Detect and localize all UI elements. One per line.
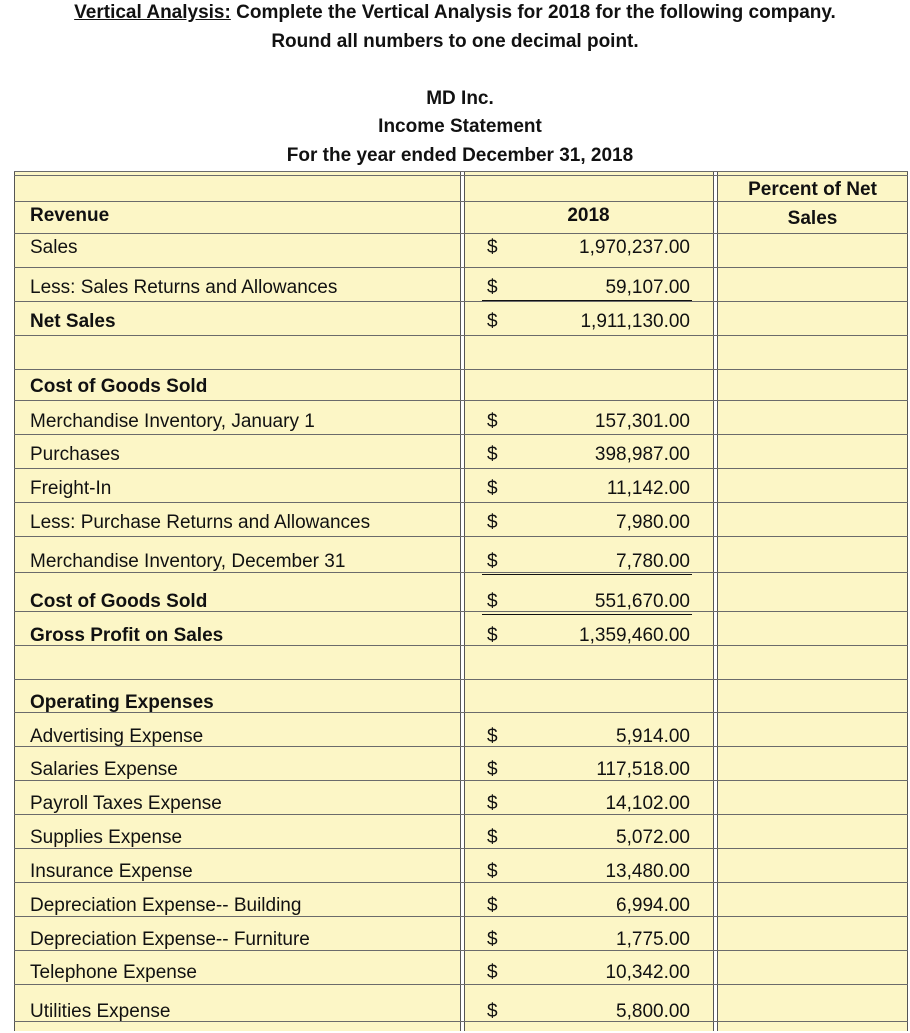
row-label: Salaries Expense — [30, 759, 178, 780]
percent-input-cell[interactable] — [720, 726, 906, 756]
percent-header-line-2: Sales — [787, 208, 838, 229]
row-divider — [14, 679, 908, 680]
currency-symbol: $ — [487, 793, 498, 814]
table-row — [14, 623, 908, 657]
instructions-title: Vertical Analysis: — [74, 2, 231, 23]
row-amount: 6,994.00 — [616, 895, 690, 916]
revenue-heading: Revenue — [30, 205, 110, 226]
year-header: 2018 — [567, 205, 610, 226]
currency-symbol: $ — [487, 929, 498, 950]
table-row — [14, 589, 908, 623]
percent-input-cell[interactable] — [720, 444, 906, 474]
table-row — [14, 549, 908, 583]
row-label: Utilities Expense — [30, 1001, 171, 1022]
percent-input-cell[interactable] — [720, 759, 906, 789]
table-row — [14, 825, 908, 859]
row-amount: 5,914.00 — [616, 726, 690, 747]
row-amount: 5,800.00 — [616, 1001, 690, 1022]
row-divider — [14, 369, 908, 370]
percent-input-cell[interactable] — [720, 411, 906, 441]
percent-input-cell[interactable] — [720, 625, 906, 655]
row-divider — [14, 233, 908, 234]
currency-symbol: $ — [487, 237, 498, 258]
currency-symbol: $ — [487, 311, 498, 332]
row-amount: 10,342.00 — [605, 962, 690, 983]
row-label: Cost of Goods Sold — [30, 591, 208, 612]
percent-input-cell[interactable] — [720, 277, 906, 307]
subtotal-underline — [482, 300, 692, 301]
percent-input-cell[interactable] — [720, 512, 906, 542]
currency-symbol: $ — [487, 759, 498, 780]
row-amount: 11,142.00 — [606, 478, 690, 499]
currency-symbol: $ — [487, 827, 498, 848]
percent-input-cell[interactable] — [720, 551, 906, 581]
currency-symbol: $ — [487, 551, 498, 572]
row-label: Insurance Expense — [30, 861, 193, 882]
percent-input-cell[interactable] — [720, 929, 906, 959]
row-label: Depreciation Expense-- Building — [30, 895, 302, 916]
table-row — [14, 309, 908, 343]
row-label: Gross Profit on Sales — [30, 625, 224, 646]
row-amount: 5,072.00 — [616, 827, 690, 848]
currency-symbol: $ — [487, 591, 498, 612]
row-label: Sales — [30, 237, 78, 258]
currency-symbol: $ — [487, 962, 498, 983]
percent-input-cell[interactable] — [720, 827, 906, 857]
row-amount: 1,970,237.00 — [579, 237, 690, 258]
row-amount: 1,359,460.00 — [579, 625, 690, 646]
currency-symbol: $ — [487, 625, 498, 646]
row-label: Advertising Expense — [30, 726, 204, 747]
table-row — [14, 275, 908, 309]
income-statement-table — [14, 171, 908, 1031]
row-label: Telephone Expense — [30, 962, 197, 983]
row-amount: 14,102.00 — [605, 793, 690, 814]
percent-input-cell[interactable] — [720, 895, 906, 925]
percent-header — [717, 175, 908, 233]
table-row — [14, 893, 908, 927]
row-label: Less: Sales Returns and Allowances — [30, 277, 338, 298]
percent-input-cell[interactable] — [720, 237, 906, 267]
percent-input-cell[interactable] — [720, 861, 906, 891]
table-row — [14, 724, 908, 758]
row-amount: 1,775.00 — [616, 929, 690, 950]
table-row — [14, 510, 908, 544]
percent-input-cell[interactable] — [720, 311, 906, 341]
percent-input-cell[interactable] — [720, 962, 906, 992]
subtotal-underline — [482, 574, 692, 575]
instructions-text: Complete the Vertical Analysis for 2018 for the following company. — [230, 2, 836, 23]
table-row — [14, 476, 908, 510]
currency-symbol: $ — [487, 411, 498, 432]
table-row — [14, 859, 908, 893]
currency-symbol: $ — [487, 277, 498, 298]
table-row — [14, 374, 908, 408]
row-amount: 551,670.00 — [594, 591, 690, 612]
table-row — [14, 409, 908, 443]
currency-symbol: $ — [487, 512, 498, 533]
subtotal-underline — [482, 614, 692, 615]
currency-symbol: $ — [487, 861, 498, 882]
percent-input-cell[interactable] — [720, 1001, 906, 1031]
company-name: MD Inc. — [426, 88, 494, 109]
row-label: Less: Purchase Returns and Allowances — [30, 512, 371, 533]
row-label: Merchandise Inventory, December 31 — [30, 551, 346, 572]
table-row — [14, 791, 908, 825]
instructions-line-1 — [0, 2, 910, 24]
row-label: Supplies Expense — [30, 827, 183, 848]
row-label: Net Sales — [30, 311, 116, 332]
row-amount: 7,780.00 — [616, 551, 690, 572]
currency-symbol: $ — [487, 444, 498, 465]
row-label: Purchases — [30, 444, 120, 465]
row-label: Payroll Taxes Expense — [30, 793, 222, 814]
table-row — [14, 235, 908, 269]
row-label: Depreciation Expense-- Furniture — [30, 929, 310, 950]
instructions-line-2: Round all numbers to one decimal point. — [271, 31, 639, 52]
row-label: Operating Expenses — [30, 692, 214, 713]
row-amount: 117,518.00 — [596, 759, 690, 780]
row-amount: 157,301.00 — [594, 411, 690, 432]
table-border — [14, 171, 908, 172]
row-divider — [14, 201, 908, 202]
percent-input-cell[interactable] — [720, 591, 906, 621]
statement-period: For the year ended December 31, 2018 — [286, 145, 634, 166]
statement-title: Income Statement — [378, 116, 542, 137]
row-amount: 7,980.00 — [616, 512, 690, 533]
table-row — [14, 927, 908, 961]
table-row — [14, 690, 908, 724]
table-row — [14, 442, 908, 476]
percent-input-cell[interactable] — [720, 478, 906, 508]
currency-symbol: $ — [487, 895, 498, 916]
percent-input-cell[interactable] — [720, 793, 906, 823]
row-label: Freight-In — [30, 478, 112, 499]
currency-symbol: $ — [487, 1001, 498, 1022]
row-label: Cost of Goods Sold — [30, 376, 208, 397]
table-row — [14, 999, 908, 1033]
percent-header-line-1: Percent of Net — [748, 179, 877, 200]
row-amount: 1,911,130.00 — [580, 311, 690, 332]
row-label: Merchandise Inventory, January 1 — [30, 411, 315, 432]
currency-symbol: $ — [487, 478, 498, 499]
row-amount: 13,480.00 — [605, 861, 690, 882]
row-amount: 398,987.00 — [594, 444, 690, 465]
currency-symbol: $ — [487, 726, 498, 747]
table-row — [14, 757, 908, 791]
row-amount: 59,107.00 — [605, 277, 690, 298]
table-row — [14, 960, 908, 994]
